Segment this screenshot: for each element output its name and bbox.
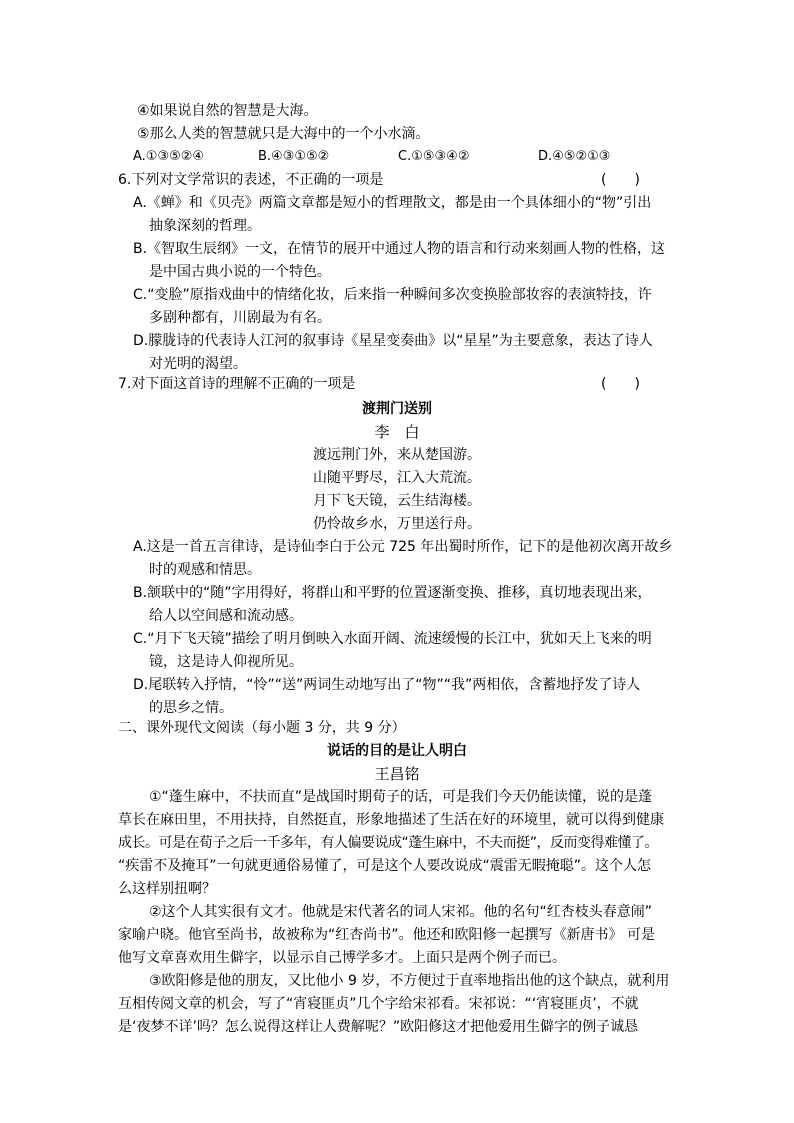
paragraph-3-line3: 是‘夜梦不详’吗？怎么说得这样让人费解呢？”欧阳修这才把他爱用生僻字的例子诚恳 (118, 1019, 639, 1035)
q5-option-line-5: ⑤那么人类的智慧就只是大海中的一个小水滴。 (137, 126, 430, 142)
poem-line-3: 月下飞天镜，云生结海楼。 (313, 493, 481, 509)
q6-option-b-line1: B.《智取生辰纲》一文，在情节的展开中通过人物的语言和行动来刻画人物的性格，这 (133, 241, 666, 257)
paragraph-1-line4: “疾雷不及掩耳”一句就更通俗易懂了，可是这个人要改说成“震雷无暇掩聪”。这个人怎 (118, 858, 652, 874)
q6-stem: 6.下列对文学常识的表述，不正确的一项是 (118, 172, 384, 188)
q5-choices (133, 147, 610, 167)
q6-option-c-line2: 多剧种都有，川剧最为有名。 (149, 310, 331, 326)
q7-answer-paren: ( ) (601, 376, 640, 392)
q7-option-b-line1: B.颔联中的“随”字用得好，将群山和平野的位置逐渐变换、推移，真切地表现出来， (133, 585, 652, 601)
q5-choice-b: B.④③①⑤② (258, 149, 330, 164)
poem-title: 渡荆门送别 (362, 401, 432, 417)
paragraph-3-line2: 互相传阅文章的机会，写了“宵寝匪贞”几个字给宋祁看。宋祁说：“‘宵寝匪贞’，不就 (118, 996, 639, 1012)
q6-option-d-line2: 对光明的渴望。 (149, 356, 247, 372)
paragraph-2-line2: 家喻户晓。他官至尚书，故被称为“红杏尚书”。他还和欧阳修一起撰写《新唐书》 可是 (118, 927, 655, 943)
q7-option-b-line2: 给人以空间感和流动感。 (149, 608, 303, 624)
paragraph-1-line1: ①“蓬生麻中，不扶而直”是战国时期荀子的话，可是我们今天仍能读懂，说的是蓬 (149, 789, 653, 805)
q7-option-d-line1: D.尾联转入抒情，“怜”“送”两词生动地写出了“物”“我”两相依，含蓄地抒发了诗人 (133, 677, 641, 693)
poem-line-2: 山随平野尽，江入大荒流。 (313, 470, 481, 486)
q7-option-a-line2: 时的观感和情思。 (149, 562, 261, 578)
poem-line-4: 仍怜故乡水，万里送行舟。 (313, 516, 481, 532)
q5-choice-d: D.④⑤②①③ (538, 149, 611, 164)
paragraph-2-line1: ②这个人其实很有文才。他就是宋代著名的词人宋祁。他的名句“红杏枝头春意闹” (149, 904, 653, 920)
paragraph-2-line3: 他写文章喜欢用生僻字，以显示自己博学多才。上面只是两个例子而已。 (118, 950, 566, 966)
q5-choice-c: C.①⑤③④② (398, 149, 470, 164)
q7-option-c-line1: C.“月下飞天镜”描绘了明月倒映入水面开阔、流速缓慢的长江中，犹如天上飞来的明 (133, 631, 652, 647)
q6-option-c-line1: C.“变脸”原指戏曲中的情绪化妆，后来指一种瞬间多次变换脸部妆容的表演特技，许 (133, 287, 652, 303)
q6-option-a-line2: 抽象深刻的哲理。 (149, 218, 261, 234)
q5-option-line-4: ④如果说自然的智慧是大海。 (137, 103, 318, 119)
paragraph-1-line3: 成长。可是在荀子之后一千多年，有人偏要说成“蓬生麻中，不夫而挺”，反而变得难懂了。 (118, 835, 659, 851)
paragraph-1-line2: 草长在麻田里，不用扶持，自然挺直，形象地描述了生活在好的环境里，就可以得到健康 (118, 812, 664, 828)
q7-option-d-line2: 的思乡之情。 (149, 700, 233, 716)
q5-choice-a: A.①③⑤②④ (133, 149, 205, 164)
q6-option-d-line1: D.朦胧诗的代表诗人江河的叙事诗《星星变奏曲》以“星星”为主要意象，表达了诗人 (133, 333, 653, 349)
paragraph-1-line5: 么这样别扭啊？ (118, 881, 216, 897)
q6-option-a-line1: A.《蝉》和《贝壳》两篇文章都是短小的哲理散文，都是由一个具体细小的“物”引出 (133, 195, 652, 211)
poem-line-1: 渡远荆门外，来从楚国游。 (313, 447, 481, 463)
q7-option-c-line2: 镜，这是诗人仰视所见。 (149, 654, 303, 670)
article-author: 王昌铭 (374, 765, 420, 783)
q7-option-a-line1: A.这是一首五言律诗，是诗仙李白于公元 725 年出蜀时所作，记下的是他初次离开故乡 (133, 539, 673, 555)
q7-stem: 7.对下面这首诗的理解不正确的一项是 (118, 376, 356, 392)
q6-option-b-line2: 是中国古典小说的一个特色。 (149, 264, 331, 280)
article-title: 说话的目的是让人明白 (327, 743, 467, 759)
poem-author: 李 白 (374, 423, 420, 441)
section-2-heading: 二、课外现代文阅读（每小题 3 分，共 9 分） (118, 720, 406, 736)
q6-answer-paren: ( ) (601, 172, 640, 188)
paragraph-3-line1: ③欧阳修是他的朋友，又比他小 9 岁，不方便过于直率地指出他的这个缺点，就利用 (149, 973, 670, 989)
